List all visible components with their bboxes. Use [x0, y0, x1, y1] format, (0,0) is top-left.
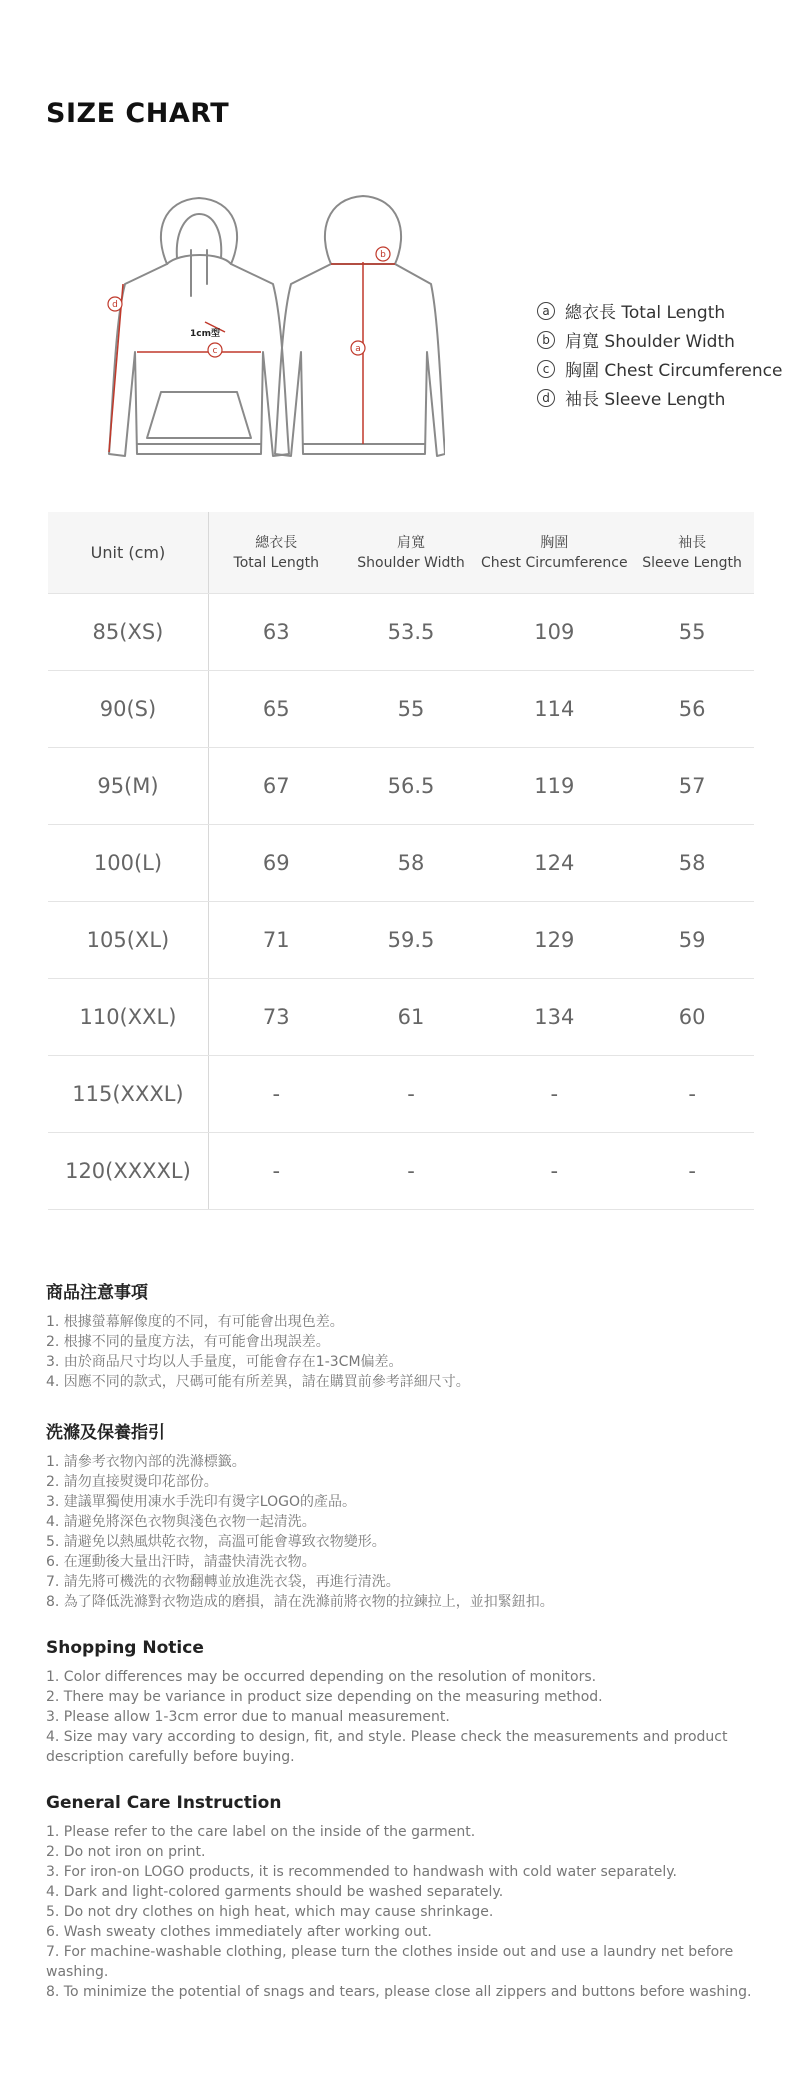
column-header-en: Chest Circumference — [480, 554, 628, 571]
value-cell: 63 — [208, 594, 343, 671]
legend-item — [537, 354, 782, 383]
front-hood-inner — [177, 214, 221, 258]
list-item: 1. 根據螢幕解像度的不同，有可能會出現色差。 — [46, 1314, 344, 1330]
list-item: 6. 在運動後大量出汗時，請盡快清洗衣物。 — [46, 1554, 316, 1570]
size-cell: 110(XXL) — [48, 979, 208, 1056]
value-cell: - — [344, 1133, 479, 1210]
value-cell: - — [630, 1056, 754, 1133]
column-header-en: Total Length — [233, 554, 319, 571]
back-body — [275, 264, 445, 456]
table-row — [48, 748, 754, 825]
section-title: Shopping Notice — [46, 1638, 204, 1658]
table-row — [48, 979, 754, 1056]
front-body — [109, 264, 289, 456]
table-row — [48, 1133, 754, 1210]
legend-label: 肩寬 Shoulder Width — [565, 332, 735, 352]
list-item: 4. 因應不同的款式，尺碼可能有所差異，請在購買前參考詳細尺寸。 — [46, 1374, 470, 1390]
list-item: 6. Wash sweaty clothes immediately after working out. — [46, 1924, 432, 1940]
size-cell: 120(XXXXL) — [48, 1133, 208, 1210]
table-row — [48, 825, 754, 902]
value-cell: - — [208, 1133, 343, 1210]
column-header-zh: 胸圍 — [540, 534, 569, 551]
value-cell: 129 — [478, 902, 630, 979]
size-cell: 90(S) — [48, 671, 208, 748]
notice-en — [46, 1638, 766, 1767]
value-cell: 67 — [208, 748, 343, 825]
list-item: 4. Size may vary according to design, fit, and style. Please check the measurements and product description carefully before buying. — [46, 1729, 728, 1765]
column-header-en: Shoulder Width — [357, 554, 465, 571]
value-cell: 53.5 — [344, 594, 479, 671]
legend-item — [537, 325, 782, 354]
notice-zh — [46, 1278, 766, 1392]
list-item: 3. For iron-on LOGO products, it is recommended to handwash with cold water separately. — [46, 1864, 677, 1880]
list-item: 2. Do not iron on print. — [46, 1844, 206, 1860]
list-item: 8. To minimize the potential of snags and tears, please close all zippers and buttons before washing. — [46, 1984, 752, 2000]
circled-letter-icon: d — [537, 389, 555, 407]
column-header — [344, 512, 479, 594]
value-cell: 119 — [478, 748, 630, 825]
column-header-en: Sleeve Length — [642, 554, 742, 571]
value-cell: 134 — [478, 979, 630, 1056]
list-item: 1. Please refer to the care label on the inside of the garment. — [46, 1824, 476, 1840]
value-cell: - — [478, 1056, 630, 1133]
legend-item — [537, 383, 782, 412]
value-cell: 59.5 — [344, 902, 479, 979]
section-title: 洗滌及保養指引 — [46, 1423, 165, 1443]
list-item: 2. 請勿直接熨燙印花部份。 — [46, 1474, 218, 1490]
notes-section — [46, 1278, 766, 2028]
table-row — [48, 671, 754, 748]
column-header-zh: 袖長 — [678, 534, 707, 551]
value-cell: - — [478, 1133, 630, 1210]
value-cell: 58 — [630, 825, 754, 902]
list-item: 5. 請避免以熱風烘乾衣物，高溫可能會導致衣物變形。 — [46, 1534, 386, 1550]
value-cell: 55 — [630, 594, 754, 671]
front-pocket — [147, 392, 251, 438]
value-cell: 73 — [208, 979, 343, 1056]
list-item: 1. Color differences may be occurred depending on the resolution of monitors. — [46, 1669, 597, 1685]
column-header — [208, 512, 343, 594]
list-item: 4. 請避免將深色衣物與淺色衣物一起清洗。 — [46, 1514, 316, 1530]
table-row — [48, 594, 754, 671]
list-item: 7. For machine-washable clothing, please turn the clothes inside out and use a laundry net before washing. — [46, 1944, 734, 1980]
legend-item — [537, 296, 782, 325]
table-header-row — [48, 512, 754, 594]
value-cell: - — [630, 1133, 754, 1210]
value-cell: 69 — [208, 825, 343, 902]
mark-b: b — [380, 250, 386, 260]
value-cell: 60 — [630, 979, 754, 1056]
mark-d: d — [112, 300, 118, 310]
measurement-legend — [537, 296, 782, 412]
legend-label: 總衣長 Total Length — [565, 303, 726, 323]
value-cell: 109 — [478, 594, 630, 671]
care-zh-list — [46, 1452, 766, 1612]
table-row — [48, 1056, 754, 1133]
size-table — [48, 512, 754, 1210]
size-cell: 95(M) — [48, 748, 208, 825]
table-row — [48, 902, 754, 979]
column-header-zh: 肩寬 — [396, 534, 425, 551]
notice-zh-list — [46, 1312, 766, 1392]
value-cell: 65 — [208, 671, 343, 748]
circled-letter-icon: b — [537, 331, 555, 349]
size-cell: 100(L) — [48, 825, 208, 902]
unit-header: Unit (cm) — [48, 512, 208, 594]
list-item: 3. Please allow 1-3cm error due to manual measurement. — [46, 1709, 450, 1725]
care-zh — [46, 1418, 766, 1612]
size-cell: 85(XS) — [48, 594, 208, 671]
legend-label: 胸圍 Chest Circumference — [565, 361, 783, 381]
column-header — [478, 512, 630, 594]
size-cell: 115(XXXL) — [48, 1056, 208, 1133]
list-item: 2. 根據不同的量度方法，有可能會出現誤差。 — [46, 1334, 330, 1350]
front-hood — [161, 198, 237, 264]
column-header-zh: 總衣長 — [255, 534, 298, 551]
section-title: 商品注意事項 — [46, 1283, 148, 1303]
care-en — [46, 1793, 766, 2002]
notice-en-list — [46, 1667, 766, 1767]
column-header — [630, 512, 754, 594]
circled-letter-icon: a — [537, 302, 555, 320]
value-cell: 124 — [478, 825, 630, 902]
value-cell: 57 — [630, 748, 754, 825]
value-cell: 114 — [478, 671, 630, 748]
value-cell: 55 — [344, 671, 479, 748]
value-cell: 71 — [208, 902, 343, 979]
value-cell: 56.5 — [344, 748, 479, 825]
section-title: General Care Instruction — [46, 1793, 282, 1813]
mark-c: c — [212, 346, 218, 356]
list-item: 2. There may be variance in product size depending on the measuring method. — [46, 1689, 603, 1705]
size-cell: 105(XL) — [48, 902, 208, 979]
value-cell: 58 — [344, 825, 479, 902]
list-item: 1. 請參考衣物內部的洗滌標籤。 — [46, 1454, 246, 1470]
value-cell: - — [208, 1056, 343, 1133]
list-item: 4. Dark and light-colored garments should be washed separately. — [46, 1884, 504, 1900]
care-en-list — [46, 1822, 766, 2002]
legend-label: 袖長 Sleeve Length — [565, 390, 726, 410]
hoodie-diagram — [95, 192, 445, 467]
value-cell: - — [344, 1056, 479, 1133]
tag-label: 1cm型 — [190, 329, 220, 339]
list-item: 5. Do not dry clothes on high heat, which may cause shrinkage. — [46, 1904, 494, 1920]
value-cell: 61 — [344, 979, 479, 1056]
value-cell: 59 — [630, 902, 754, 979]
value-cell: 56 — [630, 671, 754, 748]
page-title: SIZE CHART — [46, 98, 230, 129]
list-item: 3. 建議單獨使用凍水手洗印有燙字LOGO的產品。 — [46, 1494, 356, 1510]
mark-a: a — [355, 344, 361, 354]
list-item: 7. 請先將可機洗的衣物翻轉並放進洗衣袋，再進行清洗。 — [46, 1574, 400, 1590]
circled-letter-icon: c — [537, 360, 555, 378]
list-item: 8. 為了降低洗滌對衣物造成的磨損，請在洗滌前將衣物的拉鍊拉上，並扣緊鈕扣。 — [46, 1594, 554, 1610]
list-item: 3. 由於商品尺寸均以人手量度，可能會存在1-3CM偏差。 — [46, 1354, 403, 1370]
